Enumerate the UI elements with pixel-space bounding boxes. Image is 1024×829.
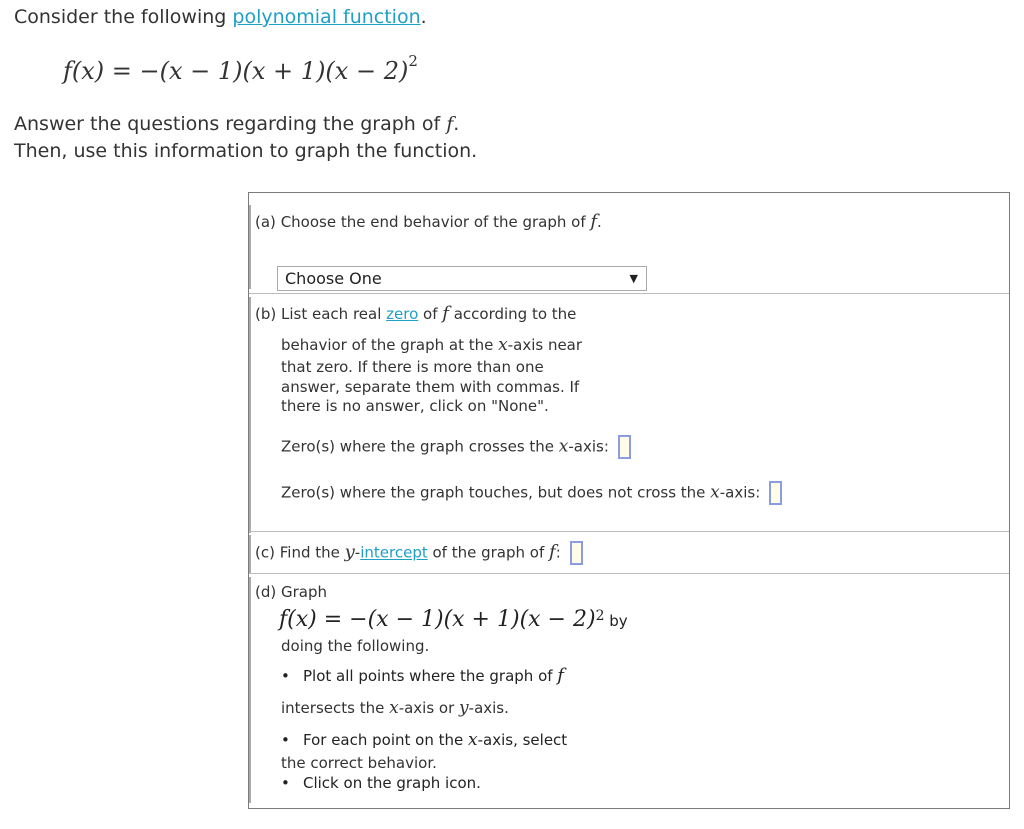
crosses-zeros-input[interactable] [618,435,631,459]
intercept-link[interactable]: intercept [360,543,428,562]
part-d-section [249,577,1009,803]
touches-zeros-input[interactable] [769,481,782,505]
question-box [248,192,1010,809]
bullet-item: • Click on the graph icon. [281,774,481,792]
crosses-row: Zero(s) where the graph crosses the x-axis: [281,435,631,459]
part-a-question: (a) Choose the end behavior of the graph of f. [255,211,602,232]
polynomial-function-link[interactable]: polynomial function [232,6,421,28]
part-b-question: (b) List each real zero of f according to the [255,303,577,324]
instructions-line1: Answer the questions regarding the graph of f. [14,113,460,135]
y-intercept-input[interactable] [570,541,583,565]
part-b-section [249,297,1009,533]
zero-link[interactable]: zero [386,305,419,323]
main-formula: $f(x) = -(x - 1)(x + 1)(x - 2)^2$ [63,52,418,85]
bullet-item: • Plot all points where the graph of f [281,665,564,686]
part-b-line3: that zero. If there is more than one [281,358,544,376]
part-b-line4: answer, separate them with commas. If [281,378,580,396]
divider [249,293,1009,294]
part-c-question: (c) Find the y-intercept of the graph of f: [255,541,583,565]
part-b-line2: behavior of the graph at the x-axis near [281,335,583,355]
instructions-line2: Then, use this information to graph the function. [14,140,478,162]
part-d-question: (d) Graph [255,583,328,601]
bullet2-line2: the correct behavior. [281,754,437,772]
divider [249,531,1009,532]
divider [249,573,1009,574]
part-a-section [249,205,1009,289]
chevron-down-icon: ▼ [629,272,638,285]
part-c-section [249,535,1009,573]
part-d-doing: doing the following. [281,637,430,655]
bullet-item: • For each point on the x-axis, select [281,730,568,750]
touches-row: Zero(s) where the graph touches, but does not cross the x-axis: [281,481,782,505]
intro-text: Consider the following polynomial function. [14,6,427,28]
bullet1-line2: intersects the x-axis or y-axis. [281,698,509,718]
part-d-formula: $f(x) = -(x - 1)(x + 1)(x - 2)^2$ by [279,607,628,632]
end-behavior-select[interactable]: Choose One ▼ [277,266,647,291]
part-b-line5: there is no answer, click on "None". [281,397,549,415]
